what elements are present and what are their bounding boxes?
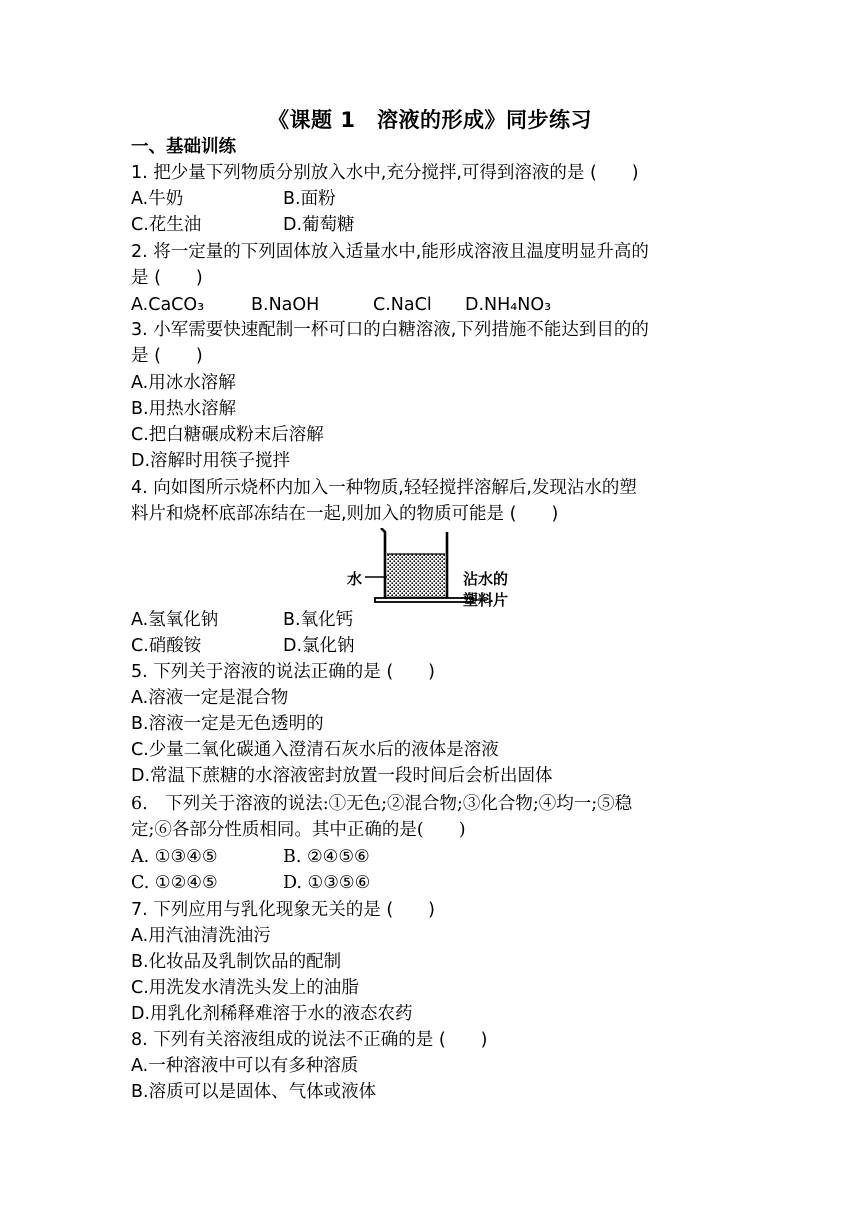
figure-label-water: 水 [347, 570, 363, 588]
page-title: 《课题 1 溶液的形成》同步练习 [268, 108, 592, 132]
question-8-stem: 8. 下列有关溶液组成的说法不正确的是 ( ) [131, 1030, 488, 1050]
question-1-option-c: C.花生油 [131, 215, 202, 235]
question-6-option-c: C. ①②④⑤ [131, 873, 218, 893]
question-3-option-a: A.用冰水溶解 [131, 373, 236, 393]
question-5-stem: 5. 下列关于溶液的说法正确的是 ( ) [131, 662, 435, 682]
question-6-stem-cont: 定;⑥各部分性质相同。其中正确的是( ) [131, 820, 466, 840]
question-2-option-c: C.NaCl [373, 295, 432, 315]
question-7-option-d: D.用乳化剂稀释难溶于水的液态农药 [131, 1004, 413, 1024]
question-1-option-b: B.面粉 [283, 189, 336, 209]
question-6-option-b: B. ②④⑤⑥ [283, 847, 370, 867]
question-4-stem: 4. 向如图所示烧杯内加入一种物质,轻轻搅拌溶解后,发现沾水的塑 [131, 478, 637, 498]
question-3-option-d: D.溶解时用筷子搅拌 [131, 451, 291, 471]
question-7-option-b: B.化妆品及乳制饮品的配制 [131, 952, 342, 972]
section-heading: 一、基础训练 [131, 137, 236, 157]
question-2-option-d: D.NH₄NO₃ [465, 295, 552, 315]
question-6-option-d: D. ①③⑤⑥ [283, 873, 371, 893]
beaker-diagram [345, 528, 545, 614]
figure-label-plate-line1: 沾水的 [463, 570, 509, 588]
question-2-option-b: B.NaOH [251, 295, 320, 315]
question-2-option-a: A.CaCO₃ [131, 295, 205, 315]
question-8-option-b: B.溶质可以是固体、气体或液体 [131, 1082, 377, 1102]
question-3-option-b: B.用热水溶解 [131, 399, 237, 419]
question-2-stem-cont: 是 ( ) [131, 268, 203, 288]
question-4-stem-cont: 料片和烧杯底部冻结在一起,则加入的物质可能是 ( ) [131, 504, 559, 524]
plastic-plate [375, 598, 473, 602]
question-3-option-c: C.把白糖碾成粉末后溶解 [131, 425, 324, 445]
question-7-option-c: C.用洗发水清洗头发上的油脂 [131, 978, 359, 998]
question-2-stem: 2. 将一定量的下列固体放入适量水中,能形成溶液且温度明显升高的 [131, 242, 649, 262]
question-7-option-a: A.用汽油清洗油污 [131, 926, 271, 946]
question-5-option-c: C.少量二氧化碳通入澄清石灰水后的液体是溶液 [131, 740, 499, 760]
question-5-option-b: B.溶液一定是无色透明的 [131, 714, 324, 734]
question-4-option-d: D.氯化钠 [283, 636, 355, 656]
question-6-stem: 6. 下列关于溶液的说法:①无色;②混合物;③化合物;④均一;⑤稳 [131, 794, 633, 814]
question-6-option-a: A. ①③④⑤ [131, 847, 218, 867]
question-8-option-a: A.一种溶液中可以有多种溶质 [131, 1056, 359, 1076]
question-7-stem: 7. 下列应用与乳化现象无关的是 ( ) [131, 900, 435, 920]
question-4-option-c: C.硝酸铵 [131, 636, 202, 656]
question-1-option-a: A.牛奶 [131, 189, 184, 209]
question-5-option-d: D.常温下蔗糖的水溶液密封放置一段时间后会析出固体 [131, 766, 553, 786]
figure-label-plate-line2: 塑料片 [463, 591, 509, 609]
question-1-stem: 1. 把少量下列物质分别放入水中,充分搅拌,可得到溶液的是 ( ) [131, 163, 639, 183]
question-1-option-d: D.葡萄糖 [283, 215, 355, 235]
question-4-option-b: B.氧化钙 [283, 610, 354, 630]
question-4-option-a: A.氢氧化钠 [131, 610, 219, 630]
question-5-option-a: A.溶液一定是混合物 [131, 688, 289, 708]
question-3-stem: 3. 小军需要快速配制一杯可口的白糖溶液,下列措施不能达到目的的 [131, 320, 649, 340]
water-fill [387, 554, 445, 597]
question-3-stem-cont: 是 ( ) [131, 346, 203, 366]
